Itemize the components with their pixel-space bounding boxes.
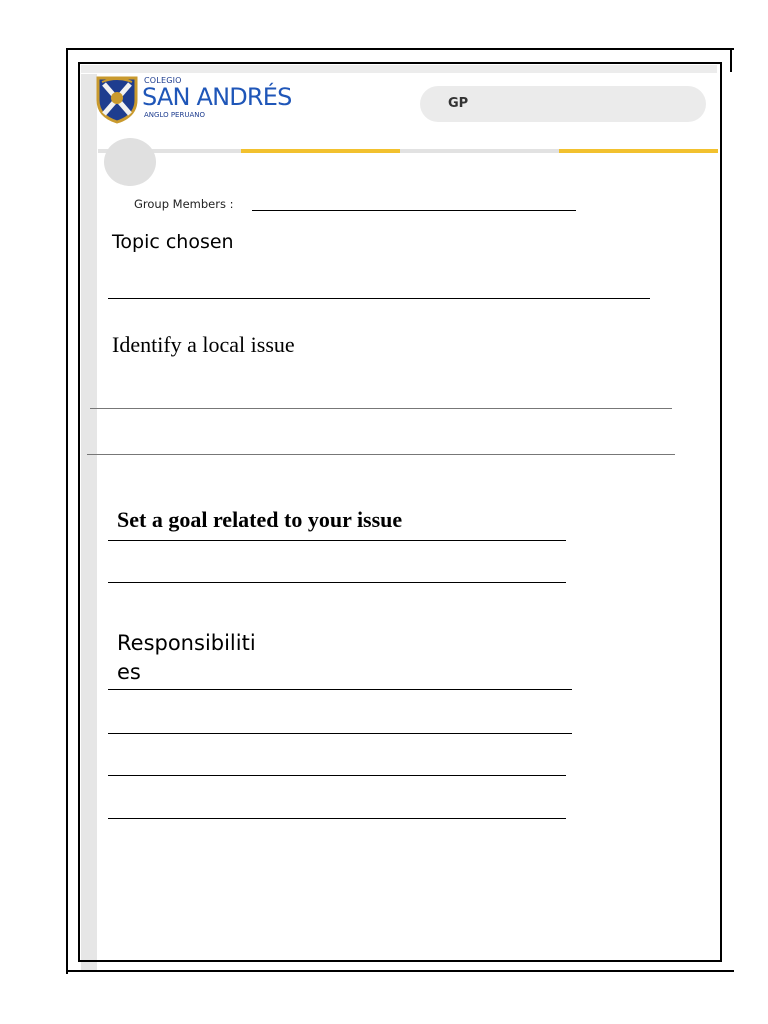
responsibilities-answer-line[interactable] bbox=[108, 689, 572, 690]
responsibilities-label-line2: es bbox=[117, 660, 141, 684]
issue-answer-line[interactable] bbox=[90, 408, 672, 409]
topic-answer-line[interactable] bbox=[108, 298, 650, 299]
school-crest-icon bbox=[96, 74, 138, 124]
goal-label: Set a goal related to your issue bbox=[117, 507, 403, 532]
page-outer-border-bottom bbox=[66, 970, 734, 972]
header-rule-accent bbox=[241, 149, 400, 153]
topic-chosen-label: Topic chosen bbox=[112, 231, 234, 253]
responsibilities-answer-line[interactable] bbox=[108, 733, 572, 734]
header-rule-accent bbox=[559, 149, 718, 153]
course-code-badge bbox=[420, 86, 706, 122]
goal-answer-line[interactable] bbox=[108, 540, 566, 541]
issue-answer-line[interactable] bbox=[87, 454, 675, 455]
goal-answer-line[interactable] bbox=[108, 582, 566, 583]
responsibilities-answer-line[interactable] bbox=[108, 818, 566, 819]
decorative-circle bbox=[104, 138, 156, 186]
responsibilities-answer-line[interactable] bbox=[108, 775, 566, 776]
group-members-blank[interactable] bbox=[252, 210, 576, 211]
school-logo bbox=[96, 74, 296, 126]
responsibilities-label-line1: Responsibiliti bbox=[117, 631, 256, 655]
group-members-label: Group Members : bbox=[134, 197, 234, 211]
course-code-label: GP bbox=[448, 96, 469, 111]
logo-top-text: COLEGIO bbox=[144, 76, 182, 85]
logo-school-name: SAN ANDRÉS bbox=[142, 83, 292, 111]
page-outer-border-tick bbox=[730, 48, 732, 72]
header-rule-segment bbox=[400, 149, 559, 153]
local-issue-label: Identify a local issue bbox=[112, 332, 295, 357]
logo-bottom-text: ANGLO PERUANO bbox=[144, 111, 206, 119]
